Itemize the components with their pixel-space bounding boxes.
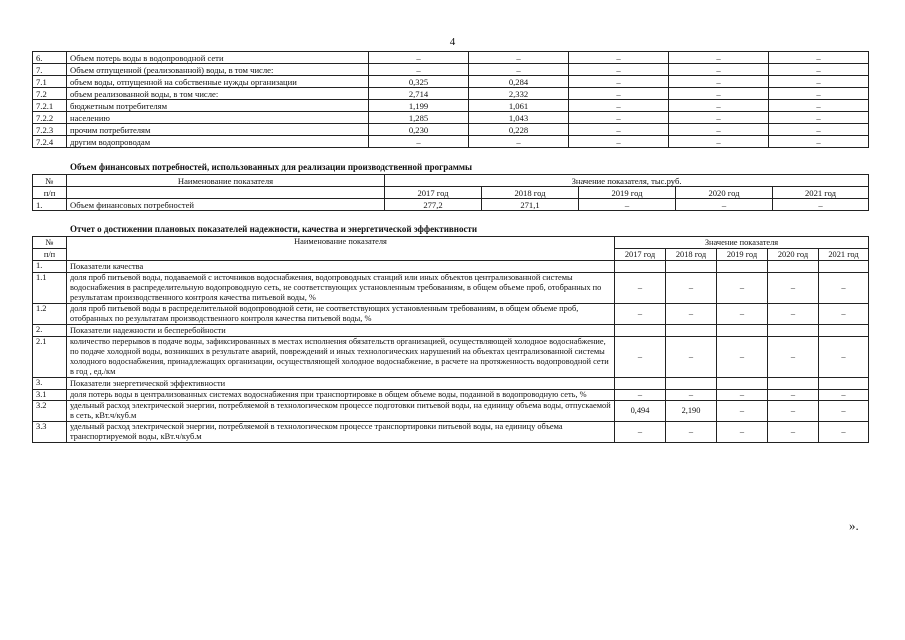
row-value: 0,230 [369, 124, 469, 136]
table-row [33, 52, 869, 64]
row-value: – [569, 88, 669, 100]
section-row [33, 261, 869, 273]
row-value: – [769, 112, 869, 124]
row-num: 2.1 [33, 337, 67, 378]
row-value: – [666, 422, 717, 443]
empty-cell [819, 325, 869, 337]
empty-cell [819, 378, 869, 390]
water-volume-table-body [33, 52, 869, 148]
row-value: – [669, 100, 769, 112]
row-value: 277,2 [385, 199, 482, 211]
row-num: 1.2 [33, 304, 67, 325]
row-name: доля проб питьевой воды в распределительной водопроводной сети, не соответствующих установленным требованиям, в общем объеме проб, отобранных по результатам производственного контроля качества питьевой воды, % [67, 304, 615, 325]
row-num: 7.2.4 [33, 136, 67, 148]
section-name: Показатели качества [67, 261, 615, 273]
header-num-2: п/п [33, 249, 67, 261]
row-value: – [717, 273, 768, 304]
year-header: 2021 год [819, 249, 869, 261]
row-value: 2,714 [369, 88, 469, 100]
row-value: – [369, 136, 469, 148]
row-value: 1,043 [469, 112, 569, 124]
row-value: – [569, 136, 669, 148]
row-num: 7.2.3 [33, 124, 67, 136]
row-name: Объем потерь воды в водопроводной сети [67, 52, 369, 64]
header-value: Значение показателя, тыс.руб. [385, 175, 869, 187]
row-value: – [717, 304, 768, 325]
row-value: – [369, 52, 469, 64]
table-row [33, 124, 869, 136]
empty-cell [666, 261, 717, 273]
row-num: 6. [33, 52, 67, 64]
row-value: – [768, 337, 819, 378]
row-value: 2,190 [666, 401, 717, 422]
empty-cell [717, 261, 768, 273]
row-value: – [615, 390, 666, 401]
row-num: 1.1 [33, 273, 67, 304]
row-value: – [769, 100, 869, 112]
performance-report-table [32, 236, 869, 443]
row-value: – [369, 64, 469, 76]
header-num: № [33, 237, 67, 249]
row-value: 0,494 [615, 401, 666, 422]
empty-cell [666, 378, 717, 390]
row-value: – [469, 64, 569, 76]
row-value: – [569, 64, 669, 76]
row-num: 1. [33, 199, 67, 211]
closing-quote-mark: ». [849, 518, 859, 533]
table-row [33, 422, 869, 443]
year-header: 2020 год [676, 187, 773, 199]
row-name: объем реализованной воды, в том числе: [67, 88, 369, 100]
row-value: – [717, 337, 768, 378]
row-value: – [768, 390, 819, 401]
table-row [33, 76, 869, 88]
empty-cell [717, 325, 768, 337]
row-value: – [569, 112, 669, 124]
row-value: – [769, 52, 869, 64]
row-value: 0,325 [369, 76, 469, 88]
row-value: – [666, 273, 717, 304]
year-header: 2020 год [768, 249, 819, 261]
row-num: 7.2 [33, 88, 67, 100]
year-header: 2017 год [385, 187, 482, 199]
row-value: – [569, 124, 669, 136]
row-value: – [669, 64, 769, 76]
table-row [33, 337, 869, 378]
row-value: – [666, 304, 717, 325]
row-value: – [819, 401, 869, 422]
row-value: – [769, 76, 869, 88]
section-name: Показатели надежности и бесперебойности [67, 325, 615, 337]
row-num: 3.1 [33, 390, 67, 401]
row-value: – [676, 199, 773, 211]
header-name: Наименование показателя [67, 237, 615, 261]
row-value: – [717, 390, 768, 401]
row-value: – [768, 273, 819, 304]
row-value: – [615, 422, 666, 443]
row-value: – [669, 76, 769, 88]
header-name-empty [67, 187, 385, 199]
row-value: – [569, 52, 669, 64]
row-value: – [669, 136, 769, 148]
row-value: – [469, 52, 569, 64]
row-value: 0,284 [469, 76, 569, 88]
row-num: 3. [33, 378, 67, 390]
row-name: другим водопроводам [67, 136, 369, 148]
row-num: 7.2.2 [33, 112, 67, 124]
row-value: – [666, 337, 717, 378]
empty-cell [615, 378, 666, 390]
year-header: 2019 год [579, 187, 676, 199]
table-row [33, 273, 869, 304]
row-value: – [769, 124, 869, 136]
row-num: 7.1 [33, 76, 67, 88]
table-row [33, 88, 869, 100]
row-name: доля проб питьевой воды, подаваемой с источников водоснабжения, водопроводных станций или иных объектов централизованной системы водоснабжения в распределительную водопроводную сеть, не соответствующих установленным требованиям, в общем объеме проб, отобранных по результатам производственного контроля качества питьевой воды, % [67, 273, 615, 304]
empty-cell [666, 325, 717, 337]
header-name: Наименование показателя [67, 175, 385, 187]
empty-cell [768, 378, 819, 390]
table-row [33, 199, 869, 211]
table-row [33, 304, 869, 325]
row-value: – [819, 337, 869, 378]
row-num: 3.2 [33, 401, 67, 422]
row-name: прочим потребителям [67, 124, 369, 136]
row-value: – [569, 100, 669, 112]
year-header: 2017 год [615, 249, 666, 261]
empty-cell [615, 261, 666, 273]
row-value: – [469, 136, 569, 148]
row-num: 7.2.1 [33, 100, 67, 112]
row-num: 1. [33, 261, 67, 273]
row-value: – [819, 273, 869, 304]
row-value: – [819, 390, 869, 401]
table-row [33, 401, 869, 422]
row-value: – [768, 422, 819, 443]
row-value: – [615, 337, 666, 378]
row-value: – [769, 136, 869, 148]
row-value: – [773, 199, 869, 211]
row-name: доля потерь воды в централизованных системах водоснабжения при транспортировке в общем объеме воды, поданной в водопроводную сеть, % [67, 390, 615, 401]
year-header: 2018 год [482, 187, 579, 199]
row-value: – [769, 64, 869, 76]
performance-report-table-body [33, 261, 869, 443]
row-name: удельный расход электрической энергии, потребляемой в технологическом процессе подготовки питьевой воды, на единицу объема воды, отпускаемой в сеть, кВт.ч/куб.м [67, 401, 615, 422]
empty-cell [615, 325, 666, 337]
row-value: – [769, 88, 869, 100]
empty-cell [717, 378, 768, 390]
row-num: 2. [33, 325, 67, 337]
row-value: – [819, 304, 869, 325]
row-value: – [669, 124, 769, 136]
row-name: бюджетным потребителям [67, 100, 369, 112]
table-row [33, 390, 869, 401]
year-header: 2019 год [717, 249, 768, 261]
row-value: 1,285 [369, 112, 469, 124]
row-value: – [819, 422, 869, 443]
year-header: 2021 год [773, 187, 869, 199]
row-value: – [569, 76, 669, 88]
empty-cell [768, 325, 819, 337]
row-name: удельный расход электрической энергии, потребляемой в технологическом процессе транспортировки питьевой воды, на единицу объема транспортируемой воды, кВт.ч/куб.м [67, 422, 615, 443]
empty-cell [768, 261, 819, 273]
row-value: 0,228 [469, 124, 569, 136]
row-value: 1,199 [369, 100, 469, 112]
row-value: – [717, 401, 768, 422]
row-name: Объем отпущенной (реализованной) воды, в том числе: [67, 64, 369, 76]
empty-cell [819, 261, 869, 273]
header-value: Значение показателя [615, 237, 869, 249]
section-row [33, 378, 869, 390]
year-header: 2018 год [666, 249, 717, 261]
row-value: – [768, 401, 819, 422]
financial-needs-title: Объем финансовых потребностей, использованных для реализации производственной программы [70, 162, 473, 172]
row-name: объем воды, отпущенной на собственные нужды организации [67, 76, 369, 88]
row-num: 3.3 [33, 422, 67, 443]
table-row [33, 64, 869, 76]
header-num: № [33, 175, 67, 187]
row-value: – [717, 422, 768, 443]
row-value: – [615, 304, 666, 325]
row-value: 271,1 [482, 199, 579, 211]
row-name: населению [67, 112, 369, 124]
row-num: 7. [33, 64, 67, 76]
row-value: 1,061 [469, 100, 569, 112]
table-row [33, 136, 869, 148]
table-row [33, 100, 869, 112]
performance-report-title: Отчет о достижении плановых показателей надежности, качества и энергетической эффективности [70, 224, 478, 234]
page-number: 4 [449, 36, 456, 48]
water-volume-table [32, 51, 869, 148]
row-value: – [615, 273, 666, 304]
row-value: 2,332 [469, 88, 569, 100]
row-value: – [579, 199, 676, 211]
section-name: Показатели энергетической эффективности [67, 378, 615, 390]
row-name: Объем финансовых потребностей [67, 199, 385, 211]
header-num-2: п/п [33, 187, 67, 199]
row-value: – [666, 390, 717, 401]
row-value: – [669, 52, 769, 64]
table-row [33, 112, 869, 124]
financial-needs-table [32, 174, 869, 211]
row-name: количество перерывов в подаче воды, зафиксированных в местах исполнения обязательств организацией, осуществляющей холодное водоснабжение, по подаче холодной воды, возникших в результате аварий, повреждений и иных технологических нарушений на объектах централизованной системы холодного водоснабжения, принадлежащих организации, осуществляющей холодное водоснабжение, в расчете на протяженность водопроводной сети в год , ед./км [67, 337, 615, 378]
row-value: – [669, 112, 769, 124]
section-row [33, 325, 869, 337]
row-value: – [768, 304, 819, 325]
row-value: – [669, 88, 769, 100]
